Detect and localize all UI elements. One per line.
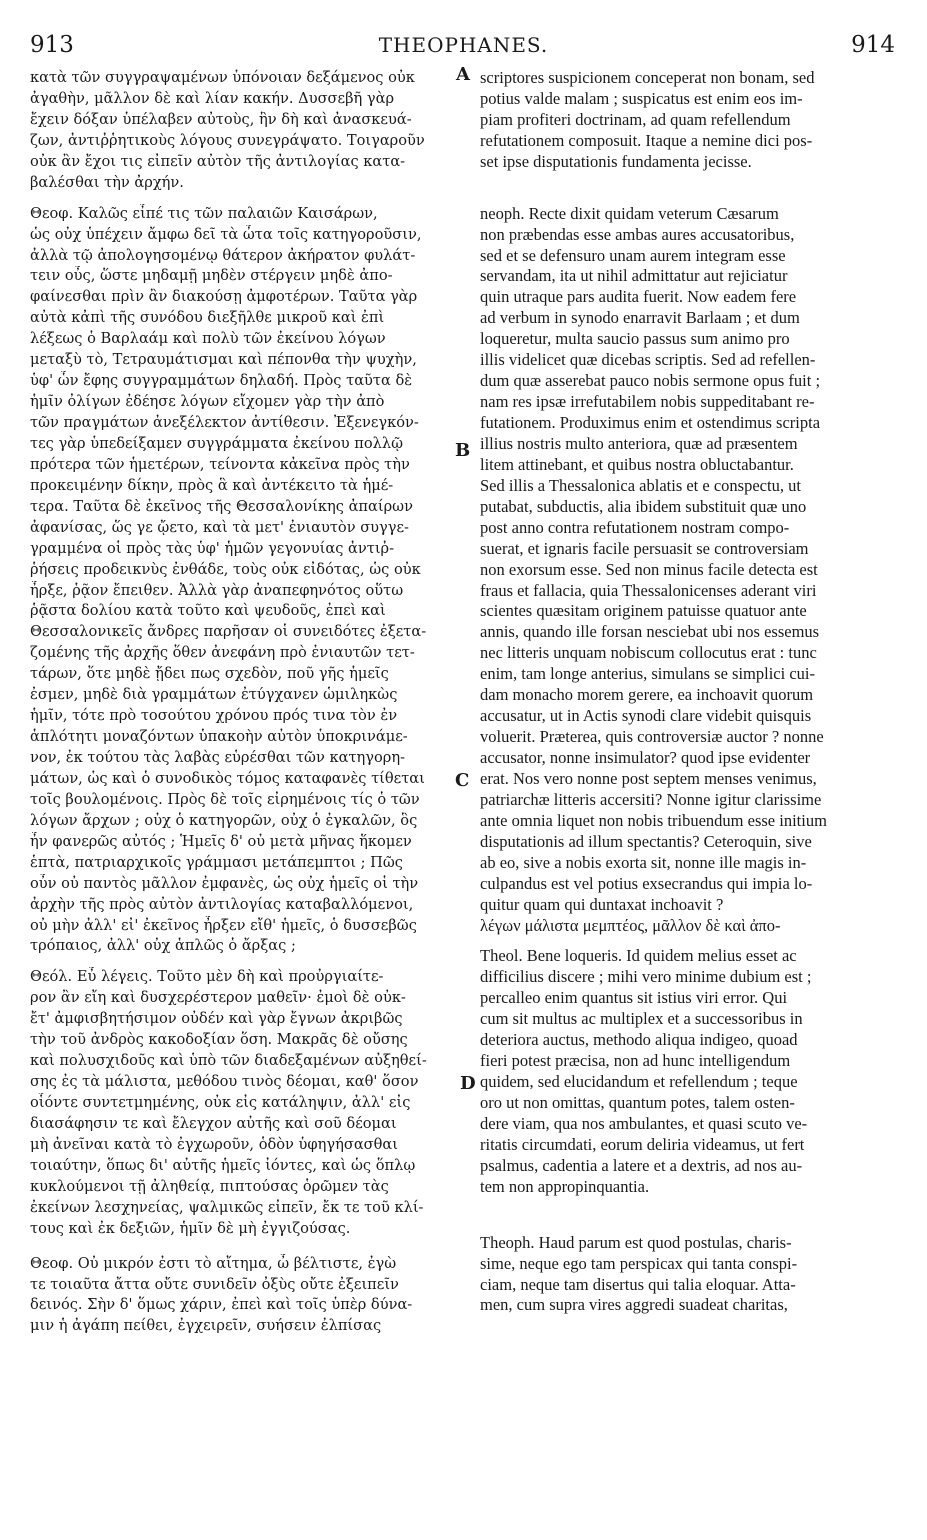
text-line: ἐσμεν, μηδὲ διὰ γραμμάτων ἐτύγχανεν ὡμιληκὼς: [30, 686, 398, 704]
text-line: illius nostris multo anteriora, quæ ad præsentem: [480, 433, 798, 453]
text-line: psalmus, cadentia a latere et a dextris, ad nos au-: [480, 1155, 803, 1175]
text-line: οὐ μὴν ἀλλ' εἰ' ἐκεῖνος ἦρξεν εἴθ' ἡμεῖς, ὁ δυσσεβῶς: [30, 916, 417, 934]
page-header: [0, 30, 927, 64]
text-line: τοιαύτην, ὅπως δι' αὐτῆς ἡμεῖς ἰόντες, καὶ ὡς ὅπλῳ: [30, 1156, 416, 1174]
text-line: servandam, ita ut nihil admittatur aut rejiciatur: [480, 266, 788, 286]
text-line: enim, tam longe anterius, simulans se simplici cui-: [480, 664, 815, 684]
text-line: fraus et fallacia, quia Thessalonicenses aderant viri: [480, 580, 817, 600]
text-line: accusatur, ut in Actis synodi clare videbit quisquis: [480, 706, 812, 726]
text-line: ἦρξε, ῥᾷον ἔπειθεν. Ἀλλὰ γὰρ ἀναπεφηνότος οὕτω: [30, 581, 404, 599]
latin-column: [480, 68, 892, 1316]
text-line: τὴν τοῦ ἀνδρὸς κακοδοξίαν ὅση. Μακρᾶς δὲ οὔσης: [30, 1031, 408, 1049]
text-line: piam profiteri doctrinam, ad quam refellendum: [480, 109, 791, 129]
text-line: δεινός. Σὴν δ' ὅμως χάριν, ἐπεὶ καὶ τοῖς ὑπὲρ δύνα-: [30, 1296, 413, 1314]
text-line: λέγων μάλιστα μεμπτέος, μᾶλλον δὲ καὶ ἀπο-: [480, 915, 781, 935]
latin-paragraph-1: [480, 68, 892, 173]
text-line: nam res ipsæ irrefutabilem nobis suppeditabant re-: [480, 392, 815, 412]
text-line: Sed illis a Thessalonica ablatis et e conspectu, ut: [480, 475, 801, 495]
text-line: τερα. Ταῦτα δὲ ἐκεῖνος τῆς Θεσσαλονίκης ἀπαίρων: [30, 497, 413, 515]
text-line: fieri potest præcisa, non ad hunc intelligendum: [480, 1051, 791, 1071]
text-line: λέξεως ὁ Βαρλαάμ καὶ πολὺ τῶν ἐκείνου λόγων: [30, 330, 386, 348]
text-line: ἀγαθὴν, μᾶλλον δὲ καὶ λίαν κακήν. Δυσσεβῆ γὰρ: [30, 89, 395, 107]
greek-column: [30, 68, 460, 1337]
text-line: scientes quæsitam originem patuisse quatuor ante: [480, 601, 807, 621]
text-line: suerat, et ignaris facile persuasit se controversiam: [480, 538, 809, 558]
text-line: τες γὰρ ὑπεδείξαμεν συγγράμματα ἐκείνου πολλῷ: [30, 434, 404, 452]
text-line: potius valde malam ; suspicatus est enim eos im-: [480, 88, 803, 108]
text-line: ῥᾷστα δολίου κατὰ τοῦτο καὶ ψευδοῦς, ἐπεὶ καὶ: [30, 602, 386, 620]
text-line: tem non appropinquantia.: [480, 1176, 650, 1196]
text-line: culpandus est vel potius exsecrandus qui impia lo-: [480, 873, 813, 893]
page-number-right: 914: [851, 32, 895, 58]
latin-paragraph-2: [480, 204, 892, 937]
text-line: ἑπτὰ, πατριαρχικοῖς γράμμασι μετάπεμπτοι ; Πῶς: [30, 853, 403, 871]
text-line: sed et se defensuro unam aurem integram esse: [480, 245, 786, 265]
text-line: deteriora auctus, methodo aliqua indigeo, quoad: [480, 1030, 798, 1050]
latin-paragraph-4: [480, 1233, 892, 1317]
text-line: μεταξὺ τὸ, Τετραυμάτισμαι καὶ πέπονθα τὴν ψυχὴν,: [30, 351, 417, 369]
greek-paragraph-1: [30, 68, 460, 194]
text-line: ζομένης τῆς ἀρχῆς ὅθεν ἀνεφάνη πρὸ ἐνιαυτῶν τετ-: [30, 644, 415, 662]
text-line: neoph. Recte dixit quidam veterum Cæsarum: [480, 203, 779, 223]
text-line: προκειμένην δίκην, πρὸς ἃ καὶ ἀντέκειτο τὰ ἡμέ-: [30, 476, 394, 494]
text-line: quitur quam qui duntaxat inchoavit ?: [480, 894, 724, 914]
text-line: men, cum supra vires aggredi suadeat charitas,: [480, 1295, 788, 1315]
text-line: τους καὶ ἐκ δεξιῶν, ἡμῖν δὲ μὴ ἐγγιζούσας.: [30, 1219, 351, 1237]
text-line: set ipse disputationis fundamenta jecisse.: [480, 151, 752, 171]
text-line: τε τοιαῦτα ἄττα οὔτε συνιδεῖν ὀξὺς οὔτε ἐξειπεῖν: [30, 1275, 399, 1293]
text-line: μὴ ἀνεῖναι κατὰ τὸ ἐγχωροῦν, ὁδὸν ὑφηγήσασθαι: [30, 1135, 399, 1153]
text-line: αὐτὰ κἀπὶ τῆς συνόδου διεξῆλθε μικροῦ καὶ ἐπὶ: [30, 309, 385, 327]
text-line: percalleo enim quantus sit istius viri error. Qui: [480, 988, 788, 1008]
text-line: nec litteris unquam nobiscum collocutus erat : tunc: [480, 643, 817, 663]
text-line: quin utraque pars audita fuerit. Now eadem fere: [480, 287, 797, 307]
text-line: Θεοφ. Καλῶς εἶπέ τις τῶν παλαιῶν Καισάρων,: [30, 204, 378, 222]
text-line: ritatis circumdati, eorum deliria videamus, ut fert: [480, 1134, 805, 1154]
text-line: σης ἐς τὰ μάλιστα, μεθόδου τινὸς δέομαι, καθ' ὅσον: [30, 1073, 419, 1091]
text-line: cum sit multus ac multiplex et a successoribus in: [480, 1009, 803, 1029]
text-line: οὐκ ἂν ἔχοι τις εἰπεῖν αὐτὸν τῆς ἀντιλογίας κατα-: [30, 152, 406, 170]
text-line: ἀλλὰ τῷ ἀπολογησομένῳ θάτερον ἀκήρατον φυλάτ-: [30, 246, 416, 264]
text-line: refutationem composuit. Itaque a nemine dici pos-: [480, 130, 813, 150]
text-line: ἀφανίσας, ὥς γε ᾤετο, καὶ τὰ μετ' ἐνιαυτὸν συγγε-: [30, 518, 409, 536]
margin-marker-a: A: [456, 64, 470, 85]
text-line: Theol. Bene loqueris. Id quidem melius esset ac: [480, 946, 797, 966]
text-line: κυκλούμενοι τῇ ἀληθείᾳ, πιπτούσας ὁρῶμεν τὰς: [30, 1177, 389, 1195]
text-line: ρον ἂν εἴη καὶ δυσχερέστερον μαθεῖν· ἐμοὶ δὲ οὐκ-: [30, 989, 406, 1007]
text-line: τοῖς βουλομένοις. Πρὸς δὲ τοῖς εἰρημένοις τίς ὁ τῶν: [30, 790, 420, 808]
margin-marker-d: D: [460, 1073, 476, 1094]
text-line: illis videlicet quæ dicebas scriptis. Sed ad refellen-: [480, 350, 816, 370]
page-title: THEOPHANES.: [378, 33, 549, 57]
text-line: ἔτ' ἀμφισβητήσιμον οὐδέν καὶ γὰρ ἔγνων ἀκριβῶς: [30, 1010, 403, 1028]
text-line: μιν ἡ ἀγάπη πείθει, ἐγχειρεῖν, συήσειν ἐλπίσας: [30, 1317, 382, 1335]
text-line: λόγων ἄρχων ; οὐχ ὁ κατηγορῶν, οὐχ ὁ ἐγκαλῶν, ὃς: [30, 811, 418, 829]
text-line: accusator, nonne insimulator? quod ipse evidenter: [480, 748, 811, 767]
text-line: sime, neque ego tam perspicax qui tanta conspi-: [480, 1253, 798, 1273]
margin-marker-b: B: [455, 440, 471, 461]
text-line: νον, ἐκ τούτου τὰς λαβὰς εὑρέσθαι τῶν κατηγορη-: [30, 749, 406, 766]
page-number-left: 913: [30, 32, 74, 58]
text-line: ad verbum in synodo enarravit Barlaam ; et dum: [480, 308, 800, 328]
text-line: τάρων, ὅτε μηδὲ ᾔδει πως σχεδὸν, ποῦ γῆς ἡμεῖς: [30, 665, 389, 683]
text-line: τῶν πραγμάτων ἀνεξέλεκτον ἀντίθεσιν. Ἐξενεγκόν-: [30, 414, 419, 431]
text-line: ἦν φανερῶς αὐτός ; Ἡμεῖς δ' οὐ μετὰ μῆνας ἥκομεν: [30, 832, 412, 850]
text-line: difficilius discere ; mihi vero minime dubium est ;: [480, 967, 812, 987]
text-line: dere viam, qua nos ambulantes, et quasi scuto ve-: [480, 1113, 808, 1133]
text-line: φαίνεσθαι πρὶν ἂν διακούσῃ ἀμφοτέρων. Ταῦτα γὰρ: [30, 288, 418, 306]
text-line: patriarchæ litteris accersiti? Nonne igitur clarissime: [480, 789, 822, 809]
text-line: ciam, neque tam disertus qui talia eloquar. Atta-: [480, 1274, 796, 1294]
margin-marker-c: C: [455, 770, 470, 791]
text-line: voluerit. Præterea, quis controversiæ auctor ? nonne: [480, 727, 824, 747]
text-line: κατὰ τῶν συγγραψαμένων ὑπόνοιαν δεξάμενος οὐκ: [30, 69, 415, 86]
latin-paragraph-3: [480, 946, 892, 1197]
text-line: non præbendas esse ambas aures accusatoribus,: [480, 224, 795, 244]
text-line: οὖν οὐ παντὸς μᾶλλον ἐμφανὲς, ὡς οὐχ ἡμεῖς οἱ τὴν: [30, 874, 419, 892]
text-line: ante omnia liquet non nobis tribuendum esse initium: [480, 810, 827, 830]
text-line: ὡς οὐχ ὑπέχειν ἄμφω δεῖ τὰ ὦτα τοῖς κατηγοροῦσιν,: [30, 225, 422, 243]
text-line: πρότερα τῶν ἡμετέρων, τείνοντα κἀκεῖνα πρὸς τὴν: [30, 455, 410, 473]
text-line: dam monacho morem gerere, ea inchoavit quorum: [480, 685, 814, 705]
text-line: Theoph. Haud parum est quod postulas, charis-: [480, 1232, 792, 1252]
text-line: μάτων, ὡς καὶ ὁ συνοδικὸς τόμος καταφανὲς τίθεται: [30, 769, 425, 787]
text-line: futationem. Produximus enim et ostendimus scripta: [480, 413, 821, 432]
greek-paragraph-4: [30, 1254, 460, 1338]
text-line: ῥήσεις προδεικνὺς ἐνθάδε, τοὺς οὐκ εἰδότας, ὡς οὐκ: [30, 560, 421, 578]
text-line: post anno contra refutationem nostram compo-: [480, 517, 790, 537]
text-line: disputationis ad illum spectantis? Ceteroquin, sive: [480, 831, 812, 851]
text-line: ζων, ἀντιῤῥητικοὺς λόγους συνεγράψατο. Τοιγαροῦν: [30, 131, 425, 149]
text-line: erat. Nos vero nonne post septem menses venimus,: [480, 768, 817, 788]
text-line: Θεοφ. Οὐ μικρόν ἐστι τὸ αἴτημα, ὦ βέλτιστε, ἐγὼ: [30, 1254, 397, 1272]
text-line: γραμμένα οἱ πρὸς τὰς ὑφ' ἡμῶν γεγονυίας ἀντιῤ-: [30, 539, 395, 557]
text-line: putabat, subductis, alia ibidem substituit quæ uno: [480, 496, 807, 516]
text-line: dum quæ asserebat pauco nobis sermone opus fuit ;: [480, 371, 821, 391]
greek-paragraph-2: [30, 204, 460, 958]
text-line: βαλέσθαι τὴν ἀρχήν.: [30, 173, 184, 191]
text-line: ab eo, sive a nobis exorta sit, nonne ille magis in-: [480, 852, 807, 872]
text-line: non exorsum esse. Sed non minus facile detecta est: [480, 559, 818, 579]
greek-paragraph-3: [30, 967, 460, 1239]
text-line: annis, quando ille forsan nesciebat ubi nos essemus: [480, 622, 820, 642]
text-line: Θεόλ. Εὖ λέγεις. Τοῦτο μὲν δὴ καὶ προὐργιαίτε-: [30, 968, 384, 986]
text-line: καὶ πολυσχιδοῦς καὶ ὑπὸ τῶν διαδεξαμένων αὐξηθεί-: [30, 1052, 427, 1070]
text-line: τειν οὖς, ὥστε μηδαμῇ μηδὲν στέργειν μηδὲ ἀπο-: [30, 267, 393, 285]
text-line: οἷόντε συντετμημένης, οὐκ εἰς κατάληψιν, ἀλλ' εἰς: [30, 1094, 411, 1111]
text-line: ἡμῖν ὀλίγων ἐδέησε λόγων εἴχομεν γὰρ τὴν ἀπὸ: [30, 393, 385, 411]
text-line: ἁπλότητι μοναζόντων ὑπακοὴν αὐτὸν ὑποκρινάμε-: [30, 728, 408, 746]
text-line: ἡμῖν, τότε πρὸ τοσούτου χρόνου πρός τινα τὸν ἐν: [30, 707, 398, 725]
text-line: διασάφησιν τε καὶ ἔλεγχον αὐτῆς καὶ σοῦ δέομαι: [30, 1114, 397, 1132]
text-line: ὑφ' ὧν ἔφης συγγραμμάτων δηλαδή. Πρὸς ταῦτα δὲ: [30, 372, 413, 390]
text-line: τρόπαιος, ἀλλ' οὐχ ἁπλῶς ὁ ἄρξας ;: [30, 937, 296, 955]
text-line: oro ut non omittas, quantum potes, talem osten-: [480, 1093, 795, 1112]
text-line: scriptores suspicionem conceperat non bonam, sed: [480, 68, 815, 87]
text-line: loqueretur, multa saucio passus sum animo pro: [480, 329, 790, 349]
text-line: quidem, sed elucidandum et refellendum ; teque: [480, 1072, 798, 1092]
text-line: ἐκείνων λεσχηνείας, ψαλμικῶς εἰπεῖν, ἔκ τε τοῦ κλί-: [30, 1198, 424, 1216]
text-line: ἀρχὴν τῆς πρὸς αὐτὸν ἀντιλογίας καταβαλλόμενοι,: [30, 895, 414, 913]
text-line: Θεσσαλονικεῖς ἄνδρες παρῆσαν οἱ συνειδότες ἐξετα-: [30, 623, 427, 641]
text-line: ἔχειν δόξαν ὑπέλαβεν αὐτοὺς, ἣν δὴ καὶ ἀνασκευά-: [30, 110, 412, 128]
text-line: litem attinebant, et quibus nostra obluctabantur.: [480, 454, 794, 474]
